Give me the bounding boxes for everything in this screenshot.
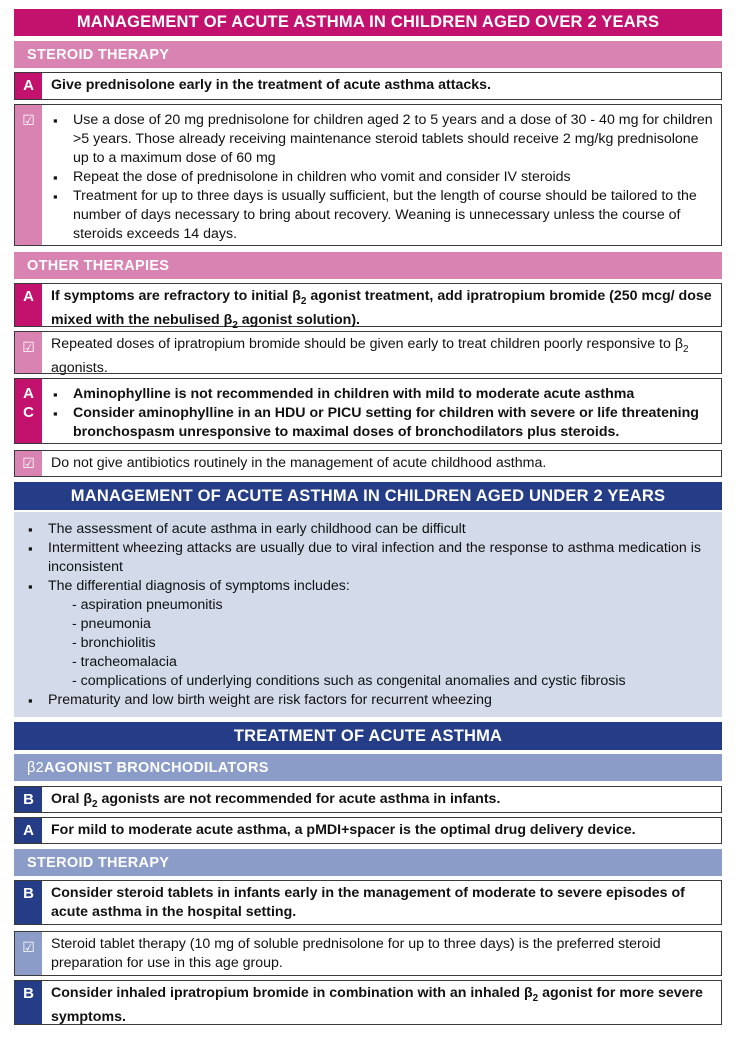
checkbox-icon: ☑ xyxy=(15,451,42,476)
differential-item: - complications of underlying conditions such as congenital anomalies and cystic fibrosis xyxy=(72,673,626,689)
good-practice-text: Repeated doses of ipratropium bromide should be given early to treat children poorly responsive to $\beta_2$ agonists. xyxy=(51,336,689,376)
under2-title: MANAGEMENT OF ACUTE ASTHMA IN CHILDREN AGED UNDER 2 YEARS xyxy=(14,482,722,510)
treatment-steroid-rec-row xyxy=(14,880,722,925)
good-practice-text: Steroid tablet therapy (10 mg of soluble prednisolone for up to three days) is the preferred steroid preparation for use in this age group. xyxy=(51,936,661,971)
list-item: ▪ Use a dose of 20 mg prednisolone for children aged 2 to 5 years and a dose of 30 - 40 mg for children >5 years. Those already receiving maintenance steroid tablets should receive 2 mg/kg prednisolone up to a maximum dose of 60 mg xyxy=(51,111,713,168)
checkbox-icon: ☑ xyxy=(15,332,42,373)
list-item: ▪ The assessment of acute asthma in early childhood can be difficult xyxy=(26,520,712,539)
recommendation-text: Consider steroid tablets in infants early in the management of moderate to severe episodes of acute asthma in the hospital setting. xyxy=(51,885,685,920)
over2-steroid-points-row xyxy=(14,104,722,246)
over2-other-heading: OTHER THERAPIES xyxy=(14,252,722,279)
treatment-oral-row xyxy=(14,786,722,813)
grade-badge: A xyxy=(15,818,42,843)
over2-antibiotics-row xyxy=(14,450,722,477)
over2-aminophylline-row xyxy=(14,378,722,444)
recommendation-text: Consider inhaled ipratropium bromide in combination with an inhaled $\beta_2$ agonist for more severe symptoms. xyxy=(51,985,703,1025)
list-item: ▪ Intermittent wheezing attacks are usually due to viral infection and the response to asthma medication is inconsistent xyxy=(26,539,712,577)
list-item: ▪ Treatment for up to three days is usually sufficient, but the length of course should be tailored to the number of days necessary to bring about recovery. Weaning is unnecessary unless the course of steroids exceeds 14 days. xyxy=(51,187,713,244)
list-item: ▪ Repeat the dose of prednisolone in children who vomit and consider IV steroids xyxy=(51,168,713,187)
treatment-tablet-row xyxy=(14,931,722,976)
recommendation-text: For mild to moderate acute asthma, a pMDI+spacer is the optimal drug delivery device. xyxy=(51,822,636,838)
over2-steroid-heading: STEROID THERAPY xyxy=(14,41,722,68)
recommendation-text: Give prednisolone early in the treatment of acute asthma attacks. xyxy=(51,77,491,93)
treatment-pmdi-row xyxy=(14,817,722,844)
differential-item: - pneumonia xyxy=(72,616,151,632)
over2-other-rec-row xyxy=(14,283,722,331)
over2-steroid-rec-row xyxy=(14,72,722,100)
recommendation-text: If symptoms are refractory to initial $\beta_2$ agonist treatment, add ipratropium bromide (250 mcg/ dose mixed with the nebulised $\beta_2$ agonist solution). xyxy=(51,288,712,331)
treatment-ipratropium-row xyxy=(14,980,722,1025)
differential-item: - tracheomalacia xyxy=(72,654,177,670)
under2-info-box xyxy=(14,512,722,717)
grade-badge: B xyxy=(15,981,42,1024)
treatment-b2-heading: β2 AGONIST BRONCHODILATORS xyxy=(14,754,722,781)
list-item: ▪ Consider aminophylline in an HDU or PICU setting for children with severe or life threatening bronchospasm unresponsive to maximal doses of bronchodilators plus steroids. xyxy=(51,404,713,442)
grade-badge: B xyxy=(15,787,42,812)
list-item: ▪ Aminophylline is not recommended in children with mild to moderate acute asthma xyxy=(51,385,713,404)
list-item: ▪ The differential diagnosis of symptoms includes: xyxy=(26,577,712,596)
checkbox-icon: ☑ xyxy=(15,932,42,975)
grade-badge: A C xyxy=(15,379,42,443)
good-practice-text: Do not give antibiotics routinely in the management of acute childhood asthma. xyxy=(51,455,547,471)
over2-ipratropium-row xyxy=(14,331,722,374)
list-item: ▪ Prematurity and low birth weight are risk factors for recurrent wheezing xyxy=(26,691,712,710)
over2-title: MANAGEMENT OF ACUTE ASTHMA IN CHILDREN AGED OVER 2 YEARS xyxy=(14,9,722,36)
treatment-steroid-heading: STEROID THERAPY xyxy=(14,849,722,876)
differential-item: - aspiration pneumonitis xyxy=(72,597,223,613)
grade-badge: A xyxy=(15,73,42,99)
grade-badge: A xyxy=(15,284,42,326)
grade-badge: B xyxy=(15,881,42,924)
checkbox-icon: ☑ xyxy=(15,105,42,245)
differential-item: - bronchiolitis xyxy=(72,635,156,651)
treatment-title: TREATMENT OF ACUTE ASTHMA xyxy=(14,722,722,750)
recommendation-text: Oral $\beta_2$ agonists are not recommended for acute asthma in infants. xyxy=(51,791,501,810)
